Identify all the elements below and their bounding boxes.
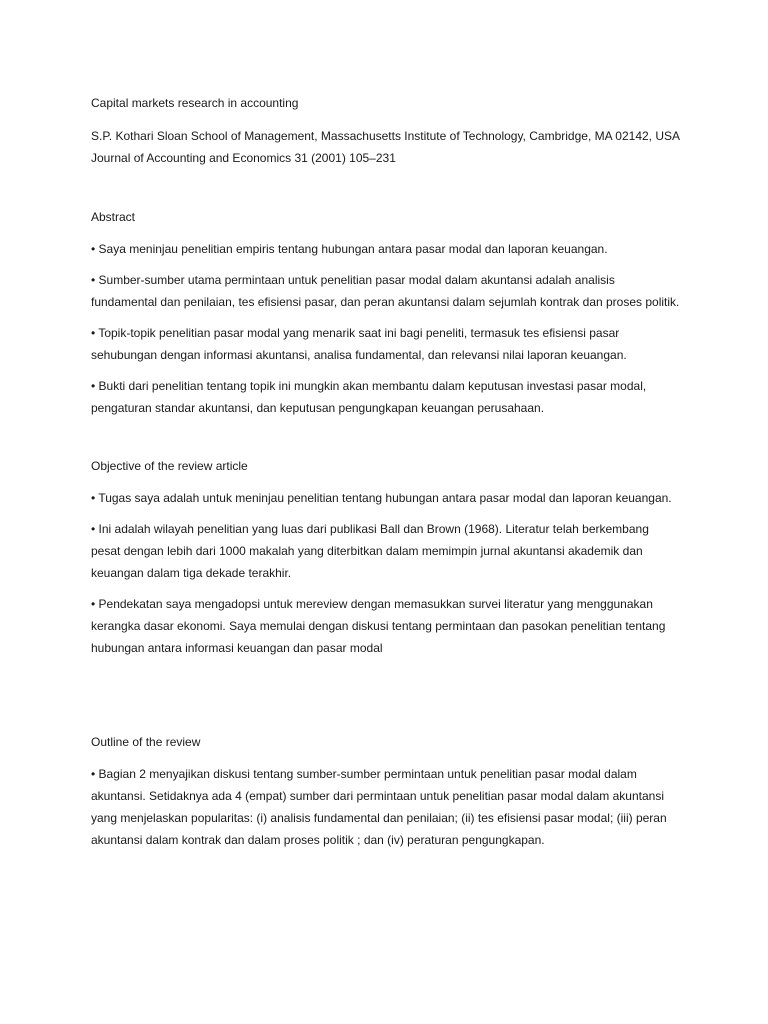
section-outline [91, 731, 681, 851]
section-abstract [91, 206, 681, 419]
bullet-item: • Pendekatan saya mengadopsi untuk mereview dengan memasukkan survei literatur yang menggunakan kerangka dasar ekonomi. Saya memulai dengan diskusi tentang permintaan dan pasokan penelitian tentang hubungan antara informasi keuangan dan pasar modal [91, 597, 666, 655]
section-heading: Abstract [91, 210, 136, 224]
document-title: Capital markets research in accounting [91, 96, 299, 110]
document-authors: S.P. Kothari Sloan School of Management, Massachusetts Institute of Technology, Cambridge, MA 02142, USA Journal of Accounting and Economics 31 (2001) 105–231 [91, 129, 680, 165]
section-heading: Outline of the review [91, 735, 201, 749]
document-page [91, 92, 681, 860]
bullet-item: • Sumber-sumber utama permintaan untuk penelitian pasar modal dalam akuntansi adalah analisis fundamental dan penilaian, tes efisiensi pasar, dan peran akuntansi dalam sejumlah kontrak dan proses politik. [91, 273, 680, 309]
bullet-item: • Ini adalah wilayah penelitian yang luas dari publikasi Ball dan Brown (1968). Literatur telah berkembang pesat dengan lebih dari 1000 makalah yang diterbitkan dalam memimpin jurnal akuntansi akademik dan keuangan dalam tiga dekade terakhir. [91, 522, 649, 580]
bullet-item: • Saya meninjau penelitian empiris tentang hubungan antara pasar modal dan laporan keuangan. [91, 242, 608, 256]
section-heading: Objective of the review article [91, 459, 248, 473]
bullet-item: • Tugas saya adalah untuk meninjau penelitian tentang hubungan antara pasar modal dan laporan keuangan. [91, 491, 672, 505]
section-objective [91, 455, 681, 659]
bullet-item: • Bagian 2 menyajikan diskusi tentang sumber-sumber permintaan untuk penelitian pasar modal dalam akuntansi. Setidaknya ada 4 (empat) sumber dari permintaan untuk penelitian pasar modal dalam akuntansi yang menjelaskan popularitas: (i) analisis fundamental dan penilaian; (ii) tes efisiensi pasar modal; (iii) peran akuntansi dalam kontrak dan dalam proses politik ; dan (iv) peraturan pengungkapan. [91, 767, 667, 847]
bullet-item: • Bukti dari penelitian tentang topik ini mungkin akan membantu dalam keputusan investasi pasar modal, pengaturan standar akuntansi, dan keputusan pengungkapan keuangan perusahaan. [91, 379, 647, 415]
bullet-item: • Topik-topik penelitian pasar modal yang menarik saat ini bagi peneliti, termasuk tes efisiensi pasar sehubungan dengan informasi akuntansi, analisa fundamental, dan relevansi nilai laporan keuangan. [91, 326, 627, 362]
